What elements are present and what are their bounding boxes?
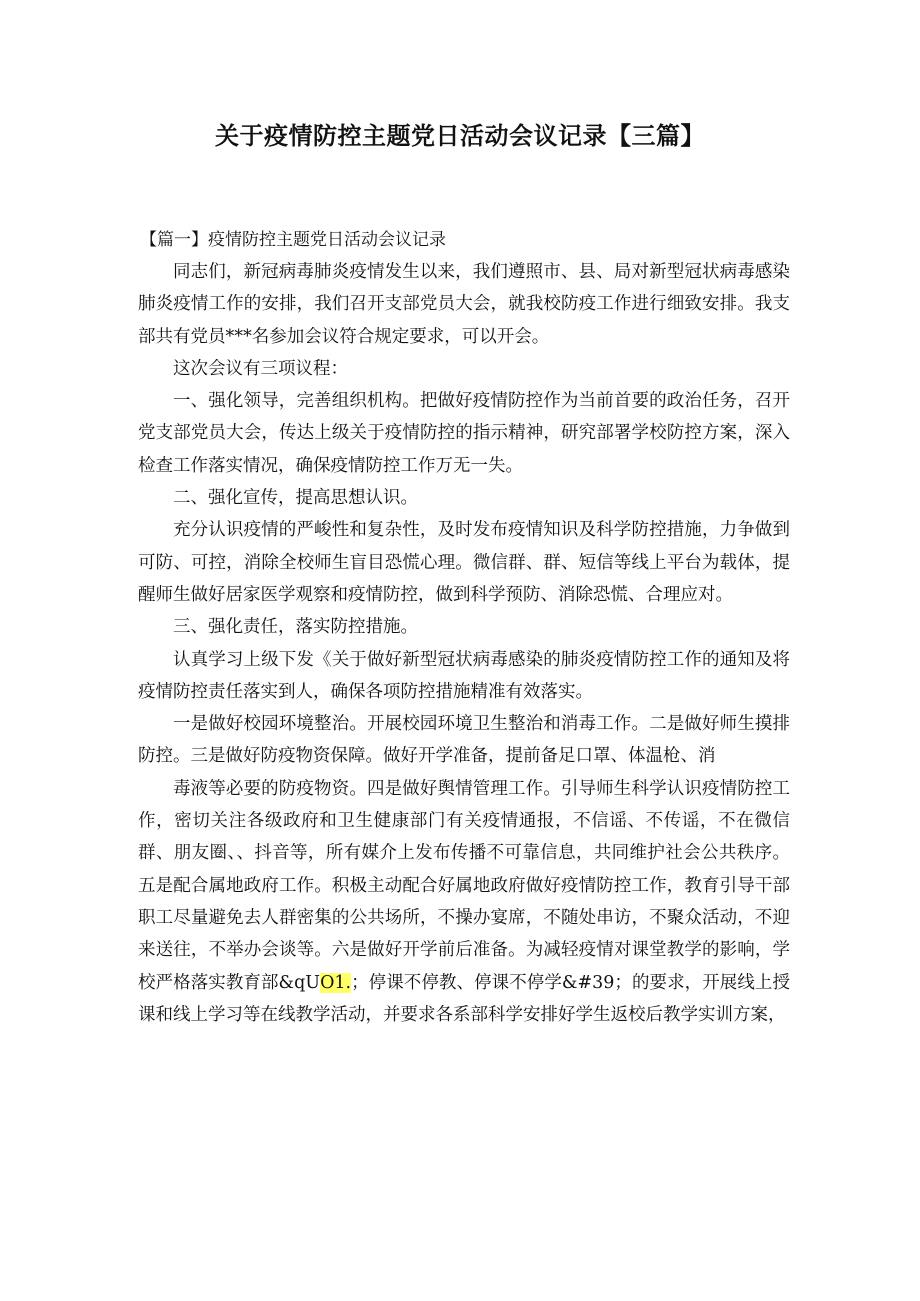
section-heading: 【篇一】疫情防控主题党日活动会议记录 xyxy=(140,230,446,250)
paragraph-3: 一、强化领导，完善组织机构。把做好疫情防控作为当前首要的政治任务，召开党支部党员大会，传达上级关于疫情防控的指示精神，研究部署学校防控方案，深入检查工作落实情况，确保疫情防控工作万无一失。 xyxy=(138,391,790,476)
paragraph-9 xyxy=(138,773,790,1031)
paragraph-6: 三、强化责任，落实防控措施。 xyxy=(173,617,418,638)
paragraph-1: 同志们，新冠病毒肺炎疫情发生以来，我们遵照市、县、局对新型冠状病毒感染肺炎疫情工作的安排，我们召开支部党员大会，就我校防疫工作进行细致安排。我支部共有党员***名参加会议符合规定要求，可以开会。 xyxy=(138,262,790,347)
paragraph-8: 一是做好校园环境整治。开展校园环境卫生整治和消毒工作。二是做好师生摸排防控。三是做好防疫物资保障。做好开学准备，提前备足口罩、体温枪、消 xyxy=(138,714,790,767)
paragraph-5: 充分认识疫情的严峻性和复杂性，及时发布疫情知识及科学防控措施，力争做到可防、可控，消除全校师生盲目恐慌心理。微信群、群、短信等线上平台为载体，提醒师生做好居家医学观察和疫情防控，做到科学预防、消除恐慌、合理应对。 xyxy=(138,520,790,605)
document-body xyxy=(138,256,790,1031)
paragraph-4: 二、强化宣传，提高思想认识。 xyxy=(173,488,418,509)
paragraph-9-tail: ；停课不停教、停课不停学&#39；的要求，开展线上授课和线上学习等在线教学活动，并要求各系部科学安排好学生返校后教学实训方案， xyxy=(138,972,790,1025)
paragraph-9-text: 毒液等必要的防疫物资。四是做好舆情管理工作。引导师生科学认识疫情防控工作，密切关注各级政府和卫生健康部门有关疫情通报，不信谣、不传谣，不在微信群、朋友圈、、抖音等，所有媒介上发布传播不可靠信息，共同维护社会公共秩序。五是配合属地政府工作。积极主动配合好属地政府做好疫情防控工作，教育引导干部职工尽量避免去人群密集的公共场所，不操办宴席，不随处串访，不聚众活动，不迎来送往，不举办会谈等。六是做好开学前后准备。为减轻疫情对课堂教学的影响，学校严格落实教育部&qU xyxy=(138,778,790,993)
highlighted-text: O1. xyxy=(320,972,352,993)
document-title: 关于疫情防控主题党日活动会议记录【三篇】 xyxy=(215,122,705,150)
paragraph-2: 这次会议有三项议程： xyxy=(173,358,348,379)
paragraph-7: 认真学习上级下发《关于做好新型冠状病毒感染的肺炎疫情防控工作的通知及将疫情防控责任落实到人，确保各项防控措施精准有效落实。 xyxy=(138,649,790,702)
